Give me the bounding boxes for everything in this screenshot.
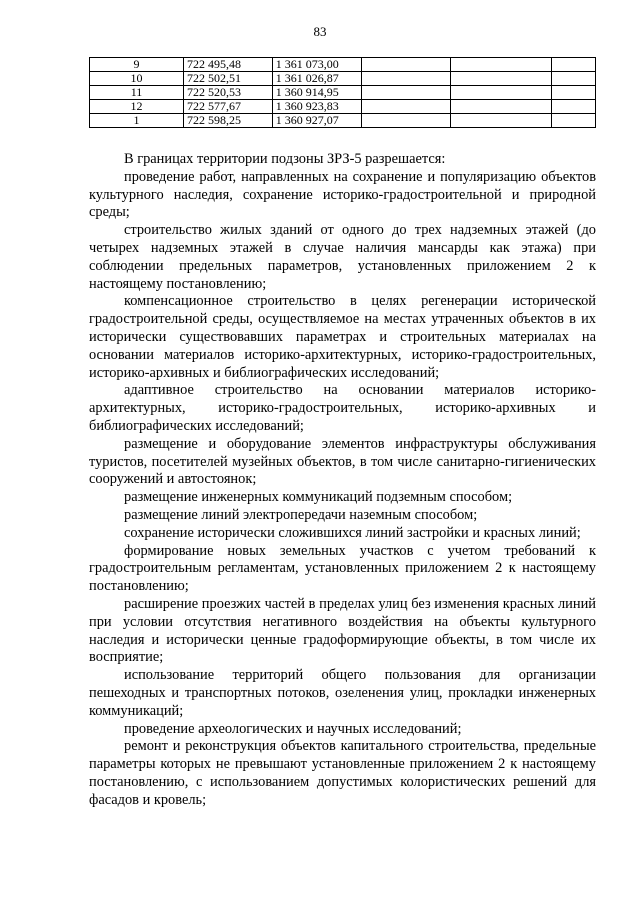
list-item: проведение работ, направленных на сохранение и популяризацию объектов культурного наследия, сохранение историко-градостроительной и природной среды; — [89, 168, 596, 221]
x-coordinate-cell: 722 520,53 — [183, 86, 272, 100]
page-number: 83 — [313, 24, 327, 39]
point-number-cell: 11 — [90, 86, 184, 100]
y-coordinate-cell: 1 360 927,07 — [272, 114, 361, 128]
x-coordinate-cell: 722 502,51 — [183, 72, 272, 86]
empty-cell — [451, 58, 551, 72]
list-item: расширение проезжих частей в пределах улиц без изменения красных линий при условии отсутствия негативного воздействия на объекты культурного наследия и исторически ценные градоформирующие объекты, в том числе их восприятие; — [89, 595, 596, 666]
table-row — [90, 86, 596, 100]
empty-cell — [551, 100, 595, 114]
empty-cell — [361, 86, 451, 100]
empty-cell — [361, 72, 451, 86]
empty-cell — [361, 100, 451, 114]
table-row — [90, 114, 596, 128]
y-coordinate-cell: 1 360 914,95 — [272, 86, 361, 100]
x-coordinate-cell: 722 577,67 — [183, 100, 272, 114]
point-number-cell: 10 — [90, 72, 184, 86]
list-item: использование территорий общего пользования для организации пешеходных и транспортных потоков, озеленения улиц, прокладки инженерных коммуникаций; — [89, 667, 596, 719]
empty-cell — [551, 86, 595, 100]
body-text — [89, 151, 596, 809]
list-item: компенсационное строительство в целях регенерации исторической градостроительной среды, осуществляемое на местах утраченных объектов в их исторически существовавших параметрах и строительных материалах на основании материалов историко-архитектурных, историко-градостроительных, историко-архивных и библиографических исследований; — [89, 293, 596, 381]
point-number-cell: 1 — [90, 114, 184, 128]
x-coordinate-cell: 722 598,25 — [183, 114, 272, 128]
list-item: размещение и оборудование элементов инфраструктуры обслуживания туристов, посетителей музейных объектов, в том числе санитарно-гигиенических сооружений и автостоянок; — [89, 435, 596, 488]
empty-cell — [451, 100, 551, 114]
list-item: формирование новых земельных участков с учетом требований к градостроительным регламентам, установленных приложением 2 к настоящему постановлению; — [89, 542, 596, 595]
empty-cell — [361, 114, 451, 128]
point-number-cell: 9 — [90, 58, 184, 72]
table-row — [90, 100, 596, 114]
intro-paragraph: В границах территории подзоны ЗРЗ-5 разрешается: — [124, 151, 446, 167]
coordinates-table — [89, 57, 596, 128]
list-item: сохранение исторически сложившихся линий застройки и красных линий; — [124, 524, 581, 541]
y-coordinate-cell: 1 361 026,87 — [272, 72, 361, 86]
empty-cell — [451, 114, 551, 128]
y-coordinate-cell: 1 361 073,00 — [272, 58, 361, 72]
empty-cell — [551, 114, 595, 128]
list-item: размещение инженерных коммуникаций подземным способом; — [124, 489, 513, 506]
empty-cell — [451, 72, 551, 86]
list-item: ремонт и реконструкция объектов капитального строительства, предельные параметры которых не превышают установленные приложением 2 к настоящему постановлению, с использованием допустимых колористических решений для фасадов и кровель; — [89, 738, 596, 808]
list-item: строительство жилых зданий от одного до трех надземных этажей (до четырех надземных этажей в случае наличия мансарды как этажа) при соблюдении предельных параметров, установленных приложением 2 к настоящему постановлению; — [89, 222, 596, 292]
list-item: проведение археологических и научных исследований; — [124, 720, 462, 737]
list-item: размещение линий электропередачи наземным способом; — [124, 506, 478, 523]
table-row — [90, 72, 596, 86]
point-number-cell: 12 — [90, 100, 184, 114]
table-row — [90, 58, 596, 72]
list-item: адаптивное строительство на основании материалов историко-архитектурных, историко-градостроительных, историко-архивных и библиографических исследований; — [89, 382, 596, 434]
empty-cell — [551, 72, 595, 86]
y-coordinate-cell: 1 360 923,83 — [272, 100, 361, 114]
x-coordinate-cell: 722 495,48 — [183, 58, 272, 72]
coordinates-table-body — [90, 58, 596, 128]
empty-cell — [551, 58, 595, 72]
empty-cell — [361, 58, 451, 72]
empty-cell — [451, 86, 551, 100]
